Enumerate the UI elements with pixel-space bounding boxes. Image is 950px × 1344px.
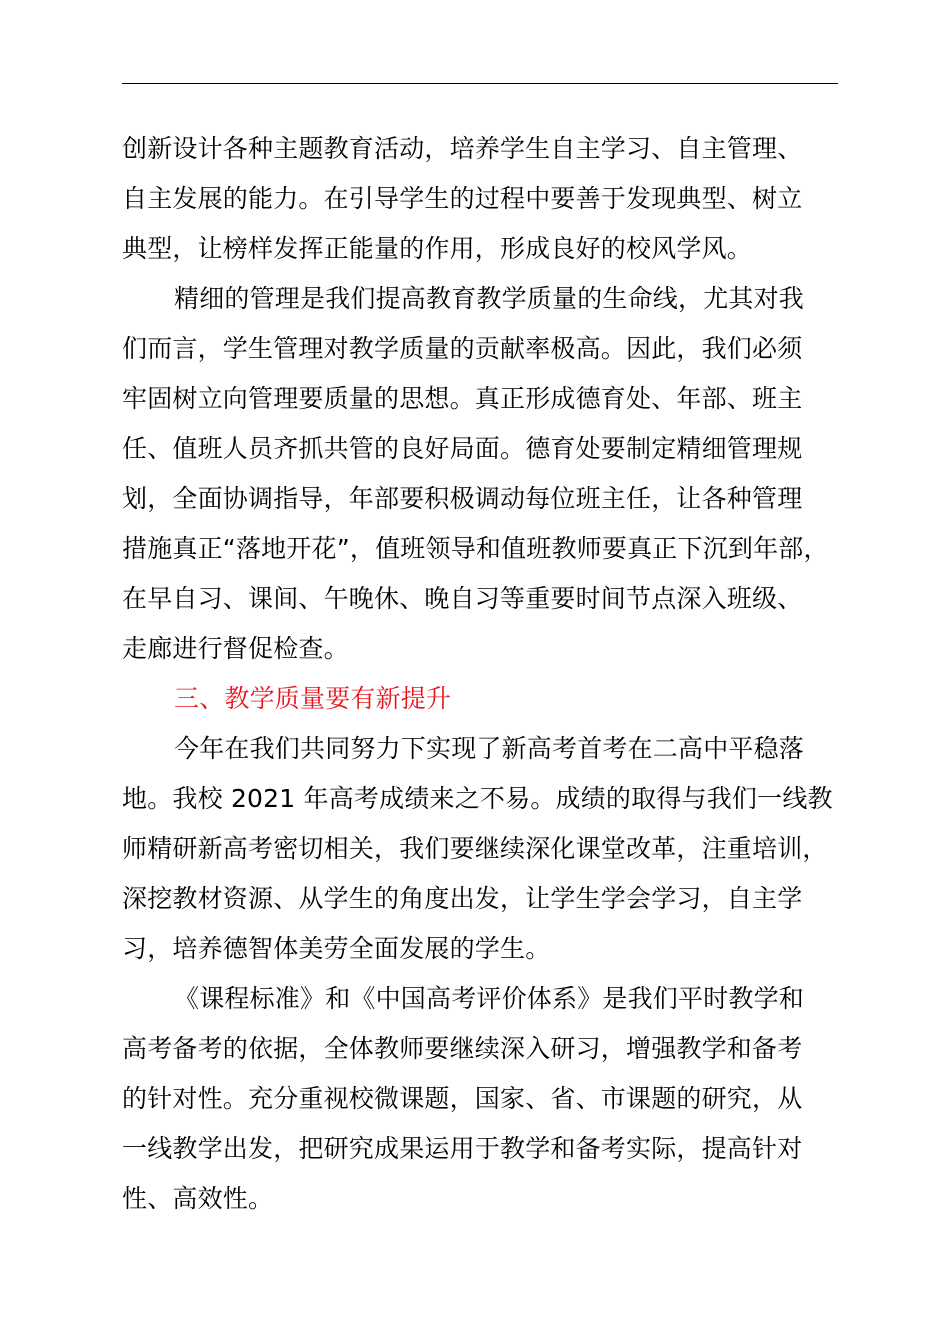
header-rule (122, 83, 838, 84)
paragraph-line: 创新设计各种主题教育活动，培养学生自主学习、自主管理、 (122, 134, 803, 163)
paragraph-line: 习，培养德智体美劳全面发展的学生。 (122, 934, 551, 963)
paragraph-line: 高考备考的依据，全体教师要继续深入研习，增强教学和备考 (122, 1034, 803, 1063)
paragraph-line: 走廊进行督促检查。 (122, 634, 349, 663)
paragraph-line: 典型，让榜样发挥正能量的作用，形成良好的校风学风。 (122, 234, 753, 263)
paragraph-line: 精细的管理是我们提高教育教学质量的生命线，尤其对我 (174, 284, 805, 313)
paragraph-line: 深挖教材资源、从学生的角度出发，让学生学会学习，自主学 (122, 884, 803, 913)
paragraph-line: 师精研新高考密切相关，我们要继续深化课堂改革，注重培训， (122, 834, 828, 863)
paragraph (122, 974, 838, 1224)
paragraph-line: 划，全面协调指导，年部要积极调动每位班主任，让各种管理 (122, 484, 803, 513)
section-heading (122, 674, 838, 724)
paragraph-line: 《课程标准》和《中国高考评价体系》是我们平时教学和 (174, 984, 805, 1013)
paragraph-line: 任、值班人员齐抓共管的良好局面。德育处要制定精细管理规 (122, 434, 803, 463)
paragraph-line: 今年在我们共同努力下实现了新高考首考在二高中平稳落 (174, 734, 805, 763)
paragraph (122, 724, 838, 974)
paragraph-line: 性、高效性。 (122, 1184, 274, 1213)
document-body (122, 124, 838, 1224)
paragraph-line: 们而言，学生管理对教学质量的贡献率极高。因此，我们必须 (122, 334, 803, 363)
paragraph-line: 在早自习、课间、午晚休、晚自习等重要时间节点深入班级、 (122, 584, 803, 613)
section-heading-text: 三、教学质量要有新提升 (174, 684, 452, 713)
paragraph-line: 措施真正“落地开花”，值班领导和值班教师要真正下沉到年部， (122, 534, 829, 563)
paragraph-line: 一线教学出发，把研究成果运用于教学和备考实际，提高针对 (122, 1134, 803, 1163)
paragraph-line: 的针对性。充分重视校微课题，国家、省、市课题的研究，从 (122, 1084, 803, 1113)
paragraph-line: 地。我校 2021 年高考成绩来之不易。成绩的取得与我们一线教 (122, 784, 833, 813)
paragraph-line: 牢固树立向管理要质量的思想。真正形成德育处、年部、班主 (122, 384, 803, 413)
paragraph (122, 274, 838, 674)
paragraph-line: 自主发展的能力。在引导学生的过程中要善于发现典型、树立 (122, 184, 803, 213)
paragraph (122, 124, 838, 274)
